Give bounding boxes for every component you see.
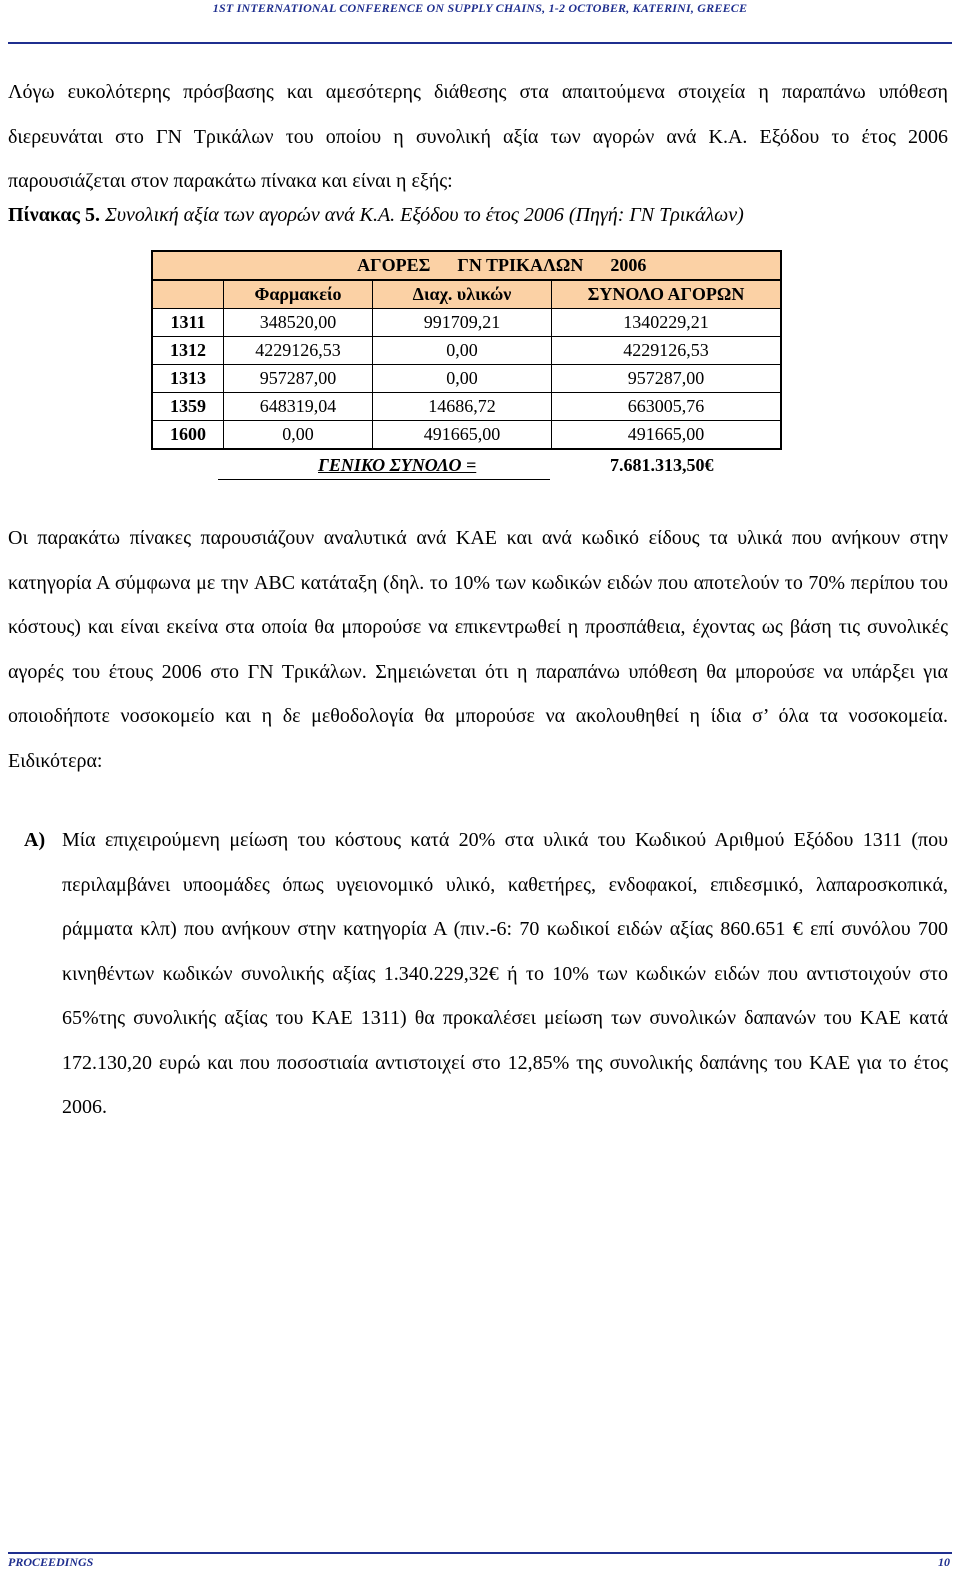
grand-total-rule (218, 479, 550, 480)
row-pharmacy: 4229126,53 (224, 337, 373, 365)
page-number: 10 (938, 1555, 950, 1569)
table-title-spacer (152, 251, 224, 280)
row-distribution: 991709,21 (373, 309, 552, 337)
header-code-cell (152, 280, 224, 309)
row-total: 957287,00 (552, 365, 782, 393)
row-pharmacy: 348520,00 (224, 309, 373, 337)
row-code: 1313 (152, 365, 224, 393)
purchases-table (151, 250, 782, 450)
row-distribution: 0,00 (373, 365, 552, 393)
table-row (152, 393, 781, 421)
row-pharmacy: 648319,04 (224, 393, 373, 421)
row-code: 1600 (152, 421, 224, 450)
header-distribution: Διαχ. υλικών (373, 280, 552, 309)
row-distribution: 491665,00 (373, 421, 552, 450)
list-item-text: Μία επιχειρούμενη μείωση του κόστους κατά 20% στα υλικά του Κωδικού Αριθμού Εξόδου 1311 (που περιλαμβάνει υποομάδες όπως υγειονομικό υλικό, καθετήρες, ενδοφακοί, επιδεσμικό, λαπαροσκοπικά, ράμματα κλπ) που ανήκουν στην κατηγορία Α (πιν.-6: 70 κωδικοί ειδών αξίας 860.651 € επί συνόλου 700 κινηθέντων κωδικών συνολικής αξίας 1.340.229,32€ ή το 10% των κωδικών ειδών που αντιστοιχούν στο 65%της συνολικής αξίας του ΚΑΕ 1311) θα προκαλέσει μείωση των συνολικών δαπανών του ΚΑΕ κατά 172.130,20 ευρώ και που ποσοστιαία αντιστοιχεί στο 12,85% της συνολικής δαπάνης του ΚΑΕ για το έτος 2006. (62, 829, 948, 1118)
table-title-row (152, 251, 781, 280)
table-title-cell (224, 251, 782, 280)
table-caption-title: Συνολική αξία των αγορών ανά Κ.Α. Εξόδου το έτος 2006 (Πηγή: ΓΝ Τρικάλων) (104, 204, 744, 226)
row-total: 4229126,53 (552, 337, 782, 365)
table-row (152, 337, 781, 365)
row-pharmacy: 0,00 (224, 421, 373, 450)
list-item-a (8, 818, 948, 1130)
table-row (152, 365, 781, 393)
conference-header: 1ST INTERNATIONAL CONFERENCE ON SUPPLY CHAINS, 1-2 OCTOBER, KATERINI, GREECE (212, 1, 748, 15)
table-row (152, 309, 781, 337)
row-distribution: 0,00 (373, 337, 552, 365)
table-title-part2: ΓΝ ΤΡΙΚΑΛΩΝ (457, 255, 584, 275)
grand-total (218, 453, 778, 481)
row-code: 1311 (152, 309, 224, 337)
list-item-marker: Α) (24, 829, 46, 851)
table-row (152, 421, 781, 450)
table-caption (8, 204, 956, 227)
header-rule (8, 42, 952, 44)
row-code: 1312 (152, 337, 224, 365)
row-total: 1340229,21 (552, 309, 782, 337)
row-pharmacy: 957287,00 (224, 365, 373, 393)
analysis-paragraph: Οι παρακάτω πίνακες παρουσιάζουν αναλυτικά ανά ΚΑΕ και ανά κωδικό είδους τα υλικά που ανήκουν στην κατηγορία Α σύμφωνα με την ABC κατάταξη (δηλ. το 10% των κωδικών ειδών που αποτελούν το 70% περίπου του κόστους) και είναι εκείνα στα οποία θα μπορούσε να επικεντρωθεί η προσπάθεια, έχοντας ως βάση τις συνολικές αγορές του έτους 2006 στο ΓΝ Τρικάλων. Σημειώνεται ότι η παραπάνω υπόθεση θα μπορούσε να υπάρξει για οποιοδήποτε νοσοκομείο και η δε μεθοδολογία θα μπορούσε να ακολουθηθεί η ίδια σ’ όλα τα νοσοκομεία. Ειδικότερα: (8, 527, 948, 772)
header-total: ΣΥΝΟΛΟ ΑΓΟΡΩΝ (552, 280, 782, 309)
grand-total-value: 7.681.313,50€ (610, 455, 714, 475)
footer-proceedings: PROCEEDINGS (8, 1555, 94, 1569)
table-title-part3: 2006 (610, 255, 647, 275)
table-title-part1: ΑΓΟΡΕΣ (357, 255, 431, 275)
intro-paragraph: Λόγω ευκολότερης πρόσβασης και αμεσότερης διάθεσης στα απαιτούμενα στοιχεία η παραπάνω υπόθεση διερευνάται στο ΓΝ Τρικάλων του οποίου η συνολική αξία των αγορών ανά Κ.Α. Εξόδου το έτος 2006 παρουσιάζεται στον παρακάτω πίνακα και είναι η εξής: (8, 81, 948, 192)
header-pharmacy: Φαρμακείο (224, 280, 373, 309)
row-distribution: 14686,72 (373, 393, 552, 421)
table-header-row (152, 280, 781, 309)
row-code: 1359 (152, 393, 224, 421)
row-total: 491665,00 (552, 421, 782, 450)
table-caption-label: Πίνακας 5. (8, 204, 100, 226)
grand-total-label: ΓΕΝΙΚΟ ΣΥΝΟΛΟ = (318, 455, 477, 475)
footer-rule (8, 1552, 952, 1554)
row-total: 663005,76 (552, 393, 782, 421)
